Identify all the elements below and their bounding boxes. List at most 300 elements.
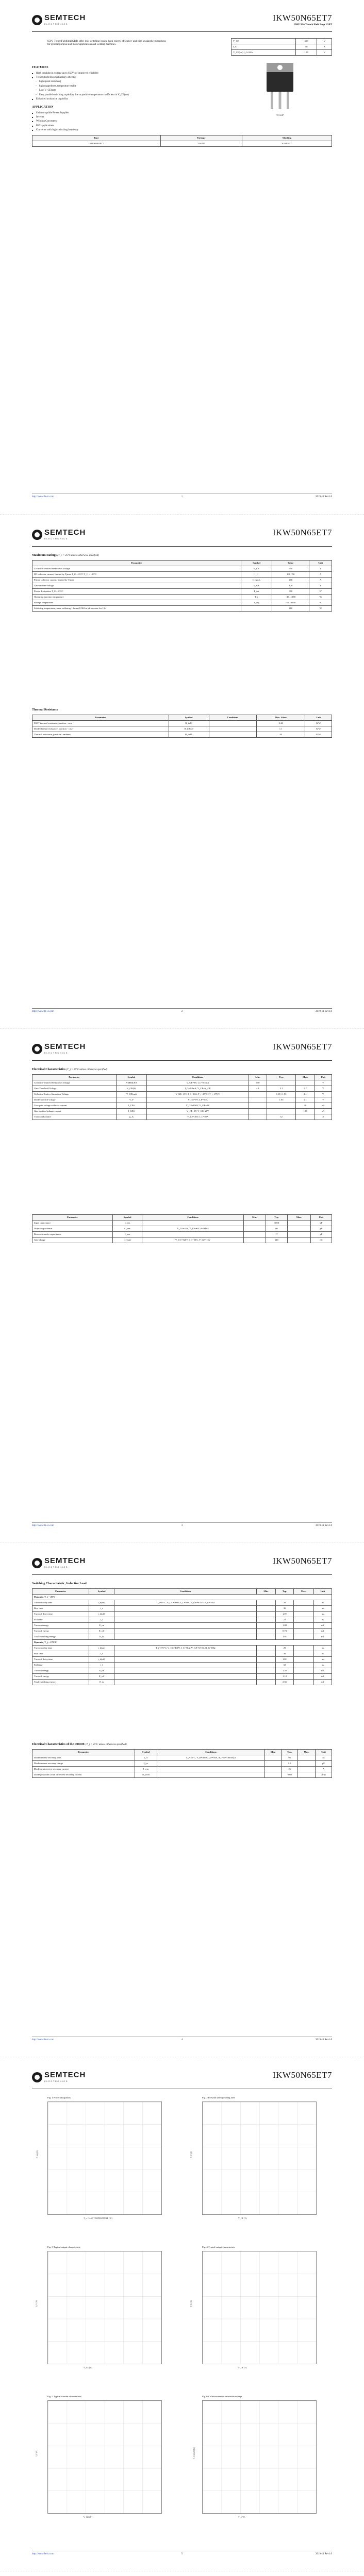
table-cell <box>257 1679 276 1685</box>
table-cell: 26 <box>282 1766 298 1772</box>
table-cell: 238 <box>275 1656 293 1662</box>
spec-cell: V_CE(sat) I_C=50A <box>231 50 296 56</box>
page-header <box>32 1554 332 1575</box>
application-item: ■ Uninterruptible Power Supplies <box>32 112 166 115</box>
table-cell <box>267 1080 296 1086</box>
table-cell: V <box>309 566 332 571</box>
table-cell: ns <box>313 1662 332 1668</box>
key-specs <box>231 38 332 56</box>
table-cell <box>257 1617 276 1622</box>
table-cell: t_r <box>89 1605 114 1611</box>
table-cell: Fall time <box>32 1617 89 1622</box>
page-footer <box>32 494 332 500</box>
application-item: ■ Welding Converters <box>32 120 166 123</box>
table-cell: pF <box>310 1221 332 1226</box>
table-cell <box>243 1232 266 1238</box>
table-cell <box>294 1634 313 1639</box>
diode-title <box>32 1743 332 1747</box>
table-cell: V_CE=20V, I_C=50A <box>147 1114 249 1120</box>
table-cell: 3050 <box>266 1221 287 1226</box>
table-cell: ns <box>313 1645 332 1651</box>
column-header: Parameter <box>32 1215 113 1221</box>
table-cell: Output capacitance <box>32 1226 113 1232</box>
table-cell <box>209 726 256 732</box>
feature-item: – high speed switching <box>32 80 166 83</box>
brand-name: SEMTECH <box>44 2071 86 2079</box>
max-ratings-title <box>32 554 332 558</box>
brand-logo <box>32 13 89 27</box>
brand-mark-icon <box>32 1044 42 1054</box>
electrical-section <box>32 1068 332 1120</box>
table-cell: 2.1 <box>296 1091 315 1097</box>
page-1 <box>0 0 364 514</box>
table-cell <box>264 1766 282 1772</box>
table-cell: 2.66 <box>275 1679 293 1685</box>
page-5 <box>0 2057 364 2571</box>
table-cell: 1.10 <box>275 1673 293 1679</box>
column-header: Package <box>160 135 242 141</box>
group-label: Dynamic, T_j = 175°C <box>32 1639 332 1645</box>
intro-text <box>32 40 166 47</box>
table-cell <box>114 1668 257 1673</box>
table-cell <box>157 1760 264 1766</box>
y-axis-label: P_tot (W) <box>36 2150 39 2159</box>
table-cell <box>294 1622 313 1628</box>
column-header: Symbol <box>116 1074 146 1080</box>
column-header: Min. <box>249 1074 267 1080</box>
table-row <box>32 1238 332 1243</box>
table-row <box>32 1668 332 1673</box>
table-cell <box>296 1080 315 1086</box>
feature-item: ■ Trench/Field Stop technology offering: <box>32 76 166 79</box>
table-row <box>32 732 332 737</box>
column-header: Unit <box>305 715 332 720</box>
table-cell: Rise time <box>32 1605 89 1611</box>
feature-item: – high ruggedness, temperature stable <box>32 85 166 88</box>
column-header: Conditions <box>147 1074 249 1080</box>
table-cell: I_C=0.8mA, V_CE=V_GE <box>147 1086 249 1091</box>
diode-heading: Electrical Characteristics of the DIODE <box>32 1743 85 1746</box>
y-axis-label: I_C (A) <box>189 2151 192 2158</box>
table-cell: 140 <box>266 1238 287 1243</box>
brand-mark-icon <box>32 530 42 540</box>
brand-mark-icon <box>32 1558 42 1568</box>
table-cell: Turn-on delay time <box>32 1645 89 1651</box>
column-header: Min. <box>257 1588 276 1594</box>
part-subtitle: 650V 50A Trench Field Stop IGBT <box>294 24 332 26</box>
column-header: Parameter <box>32 1074 117 1080</box>
figure-caption: Fig. 3 Typical output characteristic <box>47 2246 81 2248</box>
page-footer <box>32 2037 332 2043</box>
footer-url[interactable]: http://www.ht-ic.com <box>32 1524 54 1527</box>
table-cell: Thermal resistance, junction - ambient <box>32 732 169 737</box>
table-cell: V_CE <box>241 566 272 571</box>
table-cell: I_GES <box>116 1108 146 1114</box>
page-6 <box>0 2571 364 2576</box>
table-cell: V_CE=0V, V_GE=20V <box>147 1108 249 1114</box>
table-cell: ns <box>313 1656 332 1662</box>
electrical-table <box>32 1074 332 1120</box>
column-header: Parameter <box>32 1749 135 1755</box>
page-number: 3 <box>181 1524 183 1527</box>
table-cell: TO-247 <box>160 141 242 147</box>
table-cell: ±20 <box>272 583 309 588</box>
table-cell: V <box>315 1091 332 1097</box>
page-header <box>32 11 332 32</box>
page-header <box>32 2069 332 2089</box>
application-item: ■ PFC applications <box>32 125 166 128</box>
figure-plot <box>202 2400 317 2514</box>
footer-url[interactable]: http://www.ht-ic.com <box>32 2039 54 2041</box>
table-cell: t_d(on) <box>89 1600 114 1605</box>
table-row <box>32 1628 332 1634</box>
brand-logo <box>32 1556 89 1570</box>
table-cell <box>114 1617 257 1622</box>
table-cell: ns <box>316 1755 332 1760</box>
table-cell: 1.1 <box>256 726 305 732</box>
table-row <box>32 1221 332 1226</box>
y-axis-label: V_CE(sat) (V) <box>192 2447 195 2460</box>
table-cell: μA <box>315 1103 332 1108</box>
column-header: Symbol <box>241 560 272 566</box>
dynamic-table <box>32 1214 332 1243</box>
table-cell <box>257 1628 276 1634</box>
diode-table <box>32 1749 332 1778</box>
table-cell: -55...+150 <box>272 600 309 605</box>
table-cell <box>257 1605 276 1611</box>
table-cell <box>257 1611 276 1617</box>
footer-url[interactable]: http://www.ht-ic.com <box>32 496 54 498</box>
table-cell: 0.73 <box>275 1628 293 1634</box>
table-cell: 219 <box>275 1611 293 1617</box>
footer-rev: 2019-11 Rev1.0 <box>315 2553 332 2555</box>
table-cell <box>294 1617 313 1622</box>
table-cell: Turn-off delay time <box>32 1656 89 1662</box>
table-cell <box>264 1760 282 1766</box>
table-cell: I_CES <box>116 1103 146 1108</box>
column-header: Conditions <box>142 1215 244 1221</box>
column-header: Parameter <box>32 1588 89 1594</box>
spec-row <box>231 50 332 56</box>
table-cell: 52 <box>275 1662 293 1668</box>
page-number: 4 <box>181 2039 183 2041</box>
table-cell <box>209 720 256 726</box>
table-cell: K50EET7 <box>242 141 332 147</box>
table-cell: Rise time <box>32 1651 89 1656</box>
figure-plot <box>47 2400 162 2514</box>
table-cell: Diode thermal resistance, junction - case <box>32 726 169 732</box>
table-cell: A <box>316 1766 332 1772</box>
table-cell: 300 <box>272 588 309 594</box>
table-cell <box>257 1634 276 1639</box>
table-cell: 100 / 50 <box>272 571 309 577</box>
table-cell: Turn-on energy <box>32 1622 89 1628</box>
x-axis-label: V_CE (V) <box>84 2366 92 2369</box>
table-cell: E_ts <box>89 1634 114 1639</box>
table-row <box>32 594 332 600</box>
column-header: Max. <box>294 1588 313 1594</box>
table-cell <box>241 605 272 611</box>
table-row <box>32 1651 332 1656</box>
column-header: Unit <box>316 1749 332 1755</box>
table-cell <box>249 1091 267 1097</box>
table-row <box>32 571 332 577</box>
footer-url[interactable]: http://www.ht-ic.com <box>32 1010 54 1013</box>
electrical-note: (T_j = 25°C unless otherwise specified) <box>66 1069 108 1071</box>
table-cell <box>296 1114 315 1120</box>
brand-name: SEMTECH <box>44 528 86 537</box>
spec-cell: 50 <box>295 44 317 50</box>
figure-caption: Fig. 4 Typical output characteristic <box>202 2246 236 2248</box>
table-cell <box>257 1600 276 1605</box>
table-cell <box>114 1622 257 1628</box>
table-cell <box>114 1628 257 1634</box>
table-cell <box>257 1645 276 1651</box>
table-cell: E_on <box>89 1622 114 1628</box>
page-number: 5 <box>181 2553 183 2555</box>
table-cell <box>142 1221 244 1226</box>
table-row <box>32 1679 332 1685</box>
table-cell <box>114 1651 257 1656</box>
table-cell: Transconductance <box>32 1114 117 1120</box>
footer-rev: 2019-11 Rev1.0 <box>315 496 332 498</box>
table-cell: t_d(off) <box>89 1611 114 1617</box>
spec-row <box>231 44 332 50</box>
table-cell <box>294 1656 313 1662</box>
table-cell: 260 <box>272 605 309 611</box>
spec-cell: V <box>317 39 332 44</box>
figure-caption: Fig. 2 Forward safe operating area <box>202 2096 235 2099</box>
table-row <box>32 1634 332 1639</box>
ordering-info <box>32 135 332 147</box>
column-header: Conditions <box>209 715 256 720</box>
table-cell: μC <box>316 1760 332 1766</box>
table-cell: Reverse transfer capacitance <box>32 1232 113 1238</box>
table-cell: IKW50N65ET7 <box>32 141 161 147</box>
table-cell <box>142 1232 244 1238</box>
table-cell: mJ <box>313 1622 332 1628</box>
table-cell: Fall time <box>32 1662 89 1668</box>
table-row <box>32 1080 332 1086</box>
table-cell: 40 <box>256 732 305 737</box>
figure-caption: Fig. 1 Power dissipation <box>47 2096 71 2099</box>
table-cell: W <box>309 588 332 594</box>
brand-name: SEMTECH <box>44 1042 86 1051</box>
group-row <box>32 1594 332 1600</box>
table-cell <box>114 1673 257 1679</box>
table-cell: P_tot <box>241 588 272 594</box>
table-cell: Collector-Emitter Breakdown Voltage <box>32 566 241 571</box>
feature-item: – Easy parallel switching capability due to positive temperature coefficient in V_CE(sat) <box>32 94 166 97</box>
column-header: Symbol <box>135 1749 157 1755</box>
page-number: 2 <box>181 1010 183 1013</box>
table-row <box>32 1755 332 1760</box>
table-row <box>32 720 332 726</box>
table-row <box>32 1605 332 1611</box>
table-cell: Collector-Emitter Saturation Voltage <box>32 1091 117 1097</box>
switching-section <box>32 1582 332 1685</box>
table-cell <box>257 1656 276 1662</box>
column-header: Min. <box>264 1749 282 1755</box>
table-row <box>32 588 332 594</box>
table-cell <box>294 1605 313 1611</box>
table-cell: 32 <box>267 1114 296 1120</box>
table-cell: 22 <box>275 1617 293 1622</box>
table-cell <box>288 1221 311 1226</box>
table-cell <box>297 1755 315 1760</box>
spec-cell: 1.65 <box>295 50 317 56</box>
table-cell: 95 <box>282 1755 298 1760</box>
table-cell: Gate-emitter voltage <box>32 583 241 588</box>
max-ratings-table <box>32 560 332 612</box>
table-cell: Turn-on energy <box>32 1668 89 1673</box>
table-cell: 1.65 <box>267 1097 296 1103</box>
page-header <box>32 1040 332 1061</box>
application-list <box>32 112 166 132</box>
figure-caption: Fig. 6 Collector-emitter saturation voltage <box>202 2395 242 2398</box>
table-cell: 1.3 <box>282 1760 298 1766</box>
table-cell <box>243 1226 266 1232</box>
part-number: IKW50N65ET7 <box>272 1042 332 1052</box>
table-cell: R_thJCD <box>169 726 209 732</box>
table-cell: 2.1 <box>296 1097 315 1103</box>
table-row <box>32 1645 332 1651</box>
table-cell: E_on <box>89 1668 114 1673</box>
table-cell: t_f <box>89 1617 114 1622</box>
table-cell: T_j=25°C, V_R=400V, I_F=50A, di_F/dt=1000A/μs <box>157 1755 264 1760</box>
table-cell: Storage temperature <box>32 600 241 605</box>
table-cell: K/W <box>305 720 332 726</box>
max-ratings-section <box>32 554 332 612</box>
table-cell: Diode forward voltage <box>32 1097 117 1103</box>
table-cell <box>294 1611 313 1617</box>
part-number: IKW50N65ET7 <box>272 13 332 23</box>
footer-url[interactable]: http://www.ht-ic.com <box>32 2553 54 2555</box>
application-item: ■ Converter with high switching frequency <box>32 129 166 132</box>
table-cell: A/μs <box>316 1772 332 1777</box>
table-row <box>32 1114 332 1120</box>
table-cell: E_off <box>89 1673 114 1679</box>
table-cell: A <box>309 571 332 577</box>
table-cell: Q_Gate <box>113 1238 142 1243</box>
table-cell <box>288 1232 311 1238</box>
table-cell: T_j=175°C, V_CC=400V, I_C=50A, V_GE=0/15V, R_G=10Ω <box>114 1645 257 1651</box>
table-cell: V <box>315 1086 332 1091</box>
column-header: Conditions <box>157 1749 264 1755</box>
table-cell <box>267 1103 296 1108</box>
table-cell <box>157 1772 264 1777</box>
group-row <box>32 1639 332 1645</box>
table-cell <box>257 1651 276 1656</box>
table-row <box>32 1226 332 1232</box>
table-cell: Diode reverse recovery charge <box>32 1760 135 1766</box>
brand-tagline: ELECTRONICS <box>44 23 69 25</box>
column-header: Type <box>32 135 161 141</box>
table-cell: T_j=25°C, V_CC=400V, I_C=50A, V_GE=0/15V, R_G=10Ω <box>114 1600 257 1605</box>
x-axis-label: T_j (°C) <box>238 2516 245 2518</box>
table-cell: 1.56 <box>275 1668 293 1673</box>
table-row <box>32 1611 332 1617</box>
table-cell: R_thJA <box>169 732 209 737</box>
y-axis-label: I_C (A) <box>35 2300 38 2307</box>
max-ratings-heading: Maximum Ratings <box>32 554 57 557</box>
table-cell <box>157 1766 264 1772</box>
table-cell: Gate charge <box>32 1238 113 1243</box>
table-cell: Input capacitance <box>32 1221 113 1226</box>
brand-logo <box>32 528 89 541</box>
figure-plot <box>202 2251 317 2364</box>
table-row <box>32 600 332 605</box>
table-cell: Operating junction temperature <box>32 594 241 600</box>
table-cell: V_GE=0V, I_F=50A <box>147 1097 249 1103</box>
table-cell: 0.42 <box>256 720 305 726</box>
column-header: Conditions <box>114 1588 257 1594</box>
table-cell: V_CE(sat) <box>116 1091 146 1097</box>
ordering-table <box>32 135 332 147</box>
table-cell <box>114 1605 257 1611</box>
table-cell: Pulsed collector current, limited by Tjmax <box>32 577 241 583</box>
to247-package-icon <box>260 61 300 112</box>
table-row <box>32 583 332 588</box>
column-header: Typ. <box>282 1749 298 1755</box>
table-cell <box>297 1766 315 1772</box>
x-axis-label: V_GE (V) <box>84 2516 92 2518</box>
column-header: Parameter <box>32 715 169 720</box>
table-cell: Power dissipation T_C = 25°C <box>32 588 241 594</box>
table-cell <box>249 1103 267 1108</box>
table-cell: mJ <box>313 1673 332 1679</box>
table-cell: 5.1 <box>267 1086 296 1091</box>
table-cell <box>294 1628 313 1634</box>
table-row <box>32 1673 332 1679</box>
page-footer <box>32 1008 332 1014</box>
table-cell <box>257 1668 276 1673</box>
column-header: Symbol <box>169 715 209 720</box>
page-2 <box>0 514 364 1028</box>
column-header: Unit <box>313 1588 332 1594</box>
table-cell: ns <box>313 1605 332 1611</box>
table-cell: ns <box>313 1617 332 1622</box>
table-cell <box>114 1662 257 1668</box>
column-header: Typ. <box>266 1215 287 1221</box>
table-cell: nA <box>315 1108 332 1114</box>
table-cell <box>257 1673 276 1679</box>
x-axis-label: T_c, CASE TEMPERATURE (°C) <box>84 2217 112 2219</box>
table-row <box>32 1662 332 1668</box>
table-cell: V <box>315 1080 332 1086</box>
table-cell: DC collector current, limited by Tjmax T_C = 25°C T_C = 100°C <box>32 571 241 577</box>
part-number: IKW50N65ET7 <box>272 1556 332 1566</box>
table-cell: V <box>315 1097 332 1103</box>
table-cell: Total switching energy <box>32 1679 89 1685</box>
electrical-title <box>32 1068 332 1072</box>
spec-cell: 650 <box>295 39 317 44</box>
table-cell <box>114 1634 257 1639</box>
column-header: Max. <box>297 1749 315 1755</box>
table-cell: V_GE <box>241 583 272 588</box>
table-cell: IGBT thermal resistance, junction - case <box>32 720 169 726</box>
table-cell: 80 <box>266 1226 287 1232</box>
table-cell: V_F <box>116 1097 146 1103</box>
table-cell: Diode peak reverse recovery current <box>32 1766 135 1772</box>
column-header: Max. Value <box>256 715 305 720</box>
table-cell <box>267 1108 296 1114</box>
footer-rev: 2019-11 Rev1.0 <box>315 1010 332 1013</box>
key-specs-table <box>231 38 332 56</box>
table-cell <box>114 1679 257 1685</box>
diode-section <box>32 1743 332 1778</box>
table-cell: nC <box>310 1238 332 1243</box>
